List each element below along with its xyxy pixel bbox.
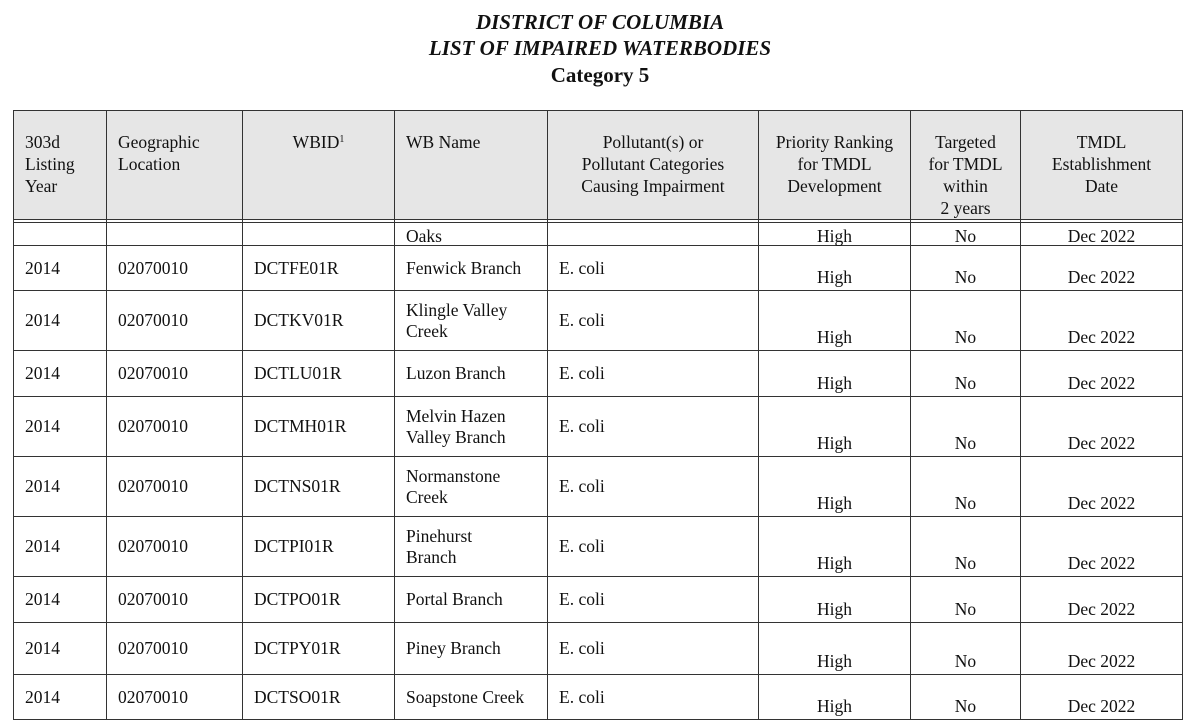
header-geographic-location: Geographic Location	[107, 111, 243, 220]
table-header-row	[14, 111, 1183, 220]
cell-targeted: No	[911, 623, 1021, 675]
header-tmdl-date: TMDL Establishment Date	[1021, 111, 1183, 220]
document-title-line-1: DISTRICT OF COLUMBIA	[475, 10, 725, 34]
cell-tmdl-date: Dec 2022	[1021, 351, 1183, 397]
continuation-row	[14, 223, 1183, 246]
cell-targeted: No	[911, 457, 1021, 517]
header-wb-name: WB Name	[395, 111, 548, 220]
cell-year: 2014	[14, 517, 107, 577]
cell-wbid: DCTFE01R	[243, 246, 395, 291]
cell-location: 02070010	[107, 623, 243, 675]
cell-tmdl-date: Dec 2022	[1021, 246, 1183, 291]
table-row	[14, 675, 1183, 720]
cell-location: 02070010	[107, 675, 243, 720]
cell-year: 2014	[14, 675, 107, 720]
cell-location: 02070010	[107, 457, 243, 517]
cell-targeted: No	[911, 351, 1021, 397]
cell-year: 2014	[14, 351, 107, 397]
cell-targeted: No	[911, 223, 1021, 246]
cell-wbid: DCTKV01R	[243, 291, 395, 351]
cell-location: 02070010	[107, 517, 243, 577]
cell-tmdl-date: Dec 2022	[1021, 291, 1183, 351]
table-row	[14, 246, 1183, 291]
table-row	[14, 351, 1183, 397]
cell-targeted: No	[911, 397, 1021, 457]
cell-priority: High	[759, 246, 911, 291]
cell-wbid: DCTPI01R	[243, 517, 395, 577]
impaired-waterbodies-table	[13, 110, 1183, 720]
cell-priority: High	[759, 517, 911, 577]
cell-year: 2014	[14, 623, 107, 675]
table-row	[14, 397, 1183, 457]
document-title-line-2: LIST OF IMPAIRED WATERBODIES	[428, 36, 772, 60]
cell-tmdl-date: Dec 2022	[1021, 517, 1183, 577]
cell-year: 2014	[14, 291, 107, 351]
header-wbid: WBID$^1$	[243, 111, 395, 220]
table-row	[14, 517, 1183, 577]
cell-priority: High	[759, 623, 911, 675]
cell-year: 2014	[14, 397, 107, 457]
cell-tmdl-date: Dec 2022	[1021, 223, 1183, 246]
cell-wb-name: Melvin Hazen Valley Branch	[395, 397, 548, 457]
cell-tmdl-date: Dec 2022	[1021, 623, 1183, 675]
document-category: Category 5	[550, 63, 650, 87]
cell-wb-name: Fenwick Branch	[395, 246, 548, 291]
cell-targeted: No	[911, 517, 1021, 577]
table-row	[14, 623, 1183, 675]
cell-location: 02070010	[107, 246, 243, 291]
cell-priority: High	[759, 291, 911, 351]
cell-wbid: DCTMH01R	[243, 397, 395, 457]
cell-tmdl-date: Dec 2022	[1021, 397, 1183, 457]
cell-targeted: No	[911, 577, 1021, 623]
cell-priority: High	[759, 457, 911, 517]
cell-tmdl-date: Dec 2022	[1021, 577, 1183, 623]
cell-location: 02070010	[107, 351, 243, 397]
cell-wb-name: Pinehurst Branch	[395, 517, 548, 577]
cell-priority: High	[759, 351, 911, 397]
cell-location: 02070010	[107, 291, 243, 351]
cell-targeted: No	[911, 675, 1021, 720]
cell-wbid	[243, 223, 395, 246]
cell-wbid: DCTPO01R	[243, 577, 395, 623]
cell-pollutant: E. coli	[548, 397, 759, 457]
cell-targeted: No	[911, 246, 1021, 291]
cell-wb-name: Luzon Branch	[395, 351, 548, 397]
cell-tmdl-date: Dec 2022	[1021, 675, 1183, 720]
cell-location	[107, 223, 243, 246]
cell-year: 2014	[14, 457, 107, 517]
cell-year	[14, 223, 107, 246]
header-targeted: Targeted for TMDL within 2 years	[911, 111, 1021, 220]
cell-wb-name: Portal Branch	[395, 577, 548, 623]
cell-wbid: DCTPY01R	[243, 623, 395, 675]
cell-wb-name: Klingle Valley Creek	[395, 291, 548, 351]
cell-targeted: No	[911, 291, 1021, 351]
cell-priority: High	[759, 397, 911, 457]
cell-priority: High	[759, 577, 911, 623]
header-pollutants: Pollutant(s) or Pollutant Categories Causing Impairment	[548, 111, 759, 220]
cell-wbid: DCTLU01R	[243, 351, 395, 397]
cell-location: 02070010	[107, 397, 243, 457]
cell-wb-name: Oaks	[395, 223, 548, 246]
cell-priority: High	[759, 223, 911, 246]
cell-pollutant: E. coli	[548, 351, 759, 397]
cell-wb-name: Normanstone Creek	[395, 457, 548, 517]
cell-pollutant: E. coli	[548, 623, 759, 675]
cell-pollutant: E. coli	[548, 577, 759, 623]
cell-pollutant: E. coli	[548, 291, 759, 351]
cell-wbid: DCTNS01R	[243, 457, 395, 517]
cell-year: 2014	[14, 577, 107, 623]
cell-wb-name: Soapstone Creek	[395, 675, 548, 720]
cell-pollutant: E. coli	[548, 457, 759, 517]
cell-pollutant: E. coli	[548, 246, 759, 291]
table-row	[14, 577, 1183, 623]
table-row	[14, 457, 1183, 517]
cell-wbid: DCTSO01R	[243, 675, 395, 720]
cell-pollutant: E. coli	[548, 517, 759, 577]
wbid-footnote-marker: 1	[339, 134, 345, 145]
cell-wb-name: Piney Branch	[395, 623, 548, 675]
cell-pollutant: E. coli	[548, 675, 759, 720]
header-listing-year: 303d Listing Year	[14, 111, 107, 220]
cell-year: 2014	[14, 246, 107, 291]
table-row	[14, 291, 1183, 351]
cell-tmdl-date: Dec 2022	[1021, 457, 1183, 517]
cell-pollutant	[548, 223, 759, 246]
header-priority-ranking: Priority Ranking for TMDL Development	[759, 111, 911, 220]
cell-location: 02070010	[107, 577, 243, 623]
cell-priority: High	[759, 675, 911, 720]
